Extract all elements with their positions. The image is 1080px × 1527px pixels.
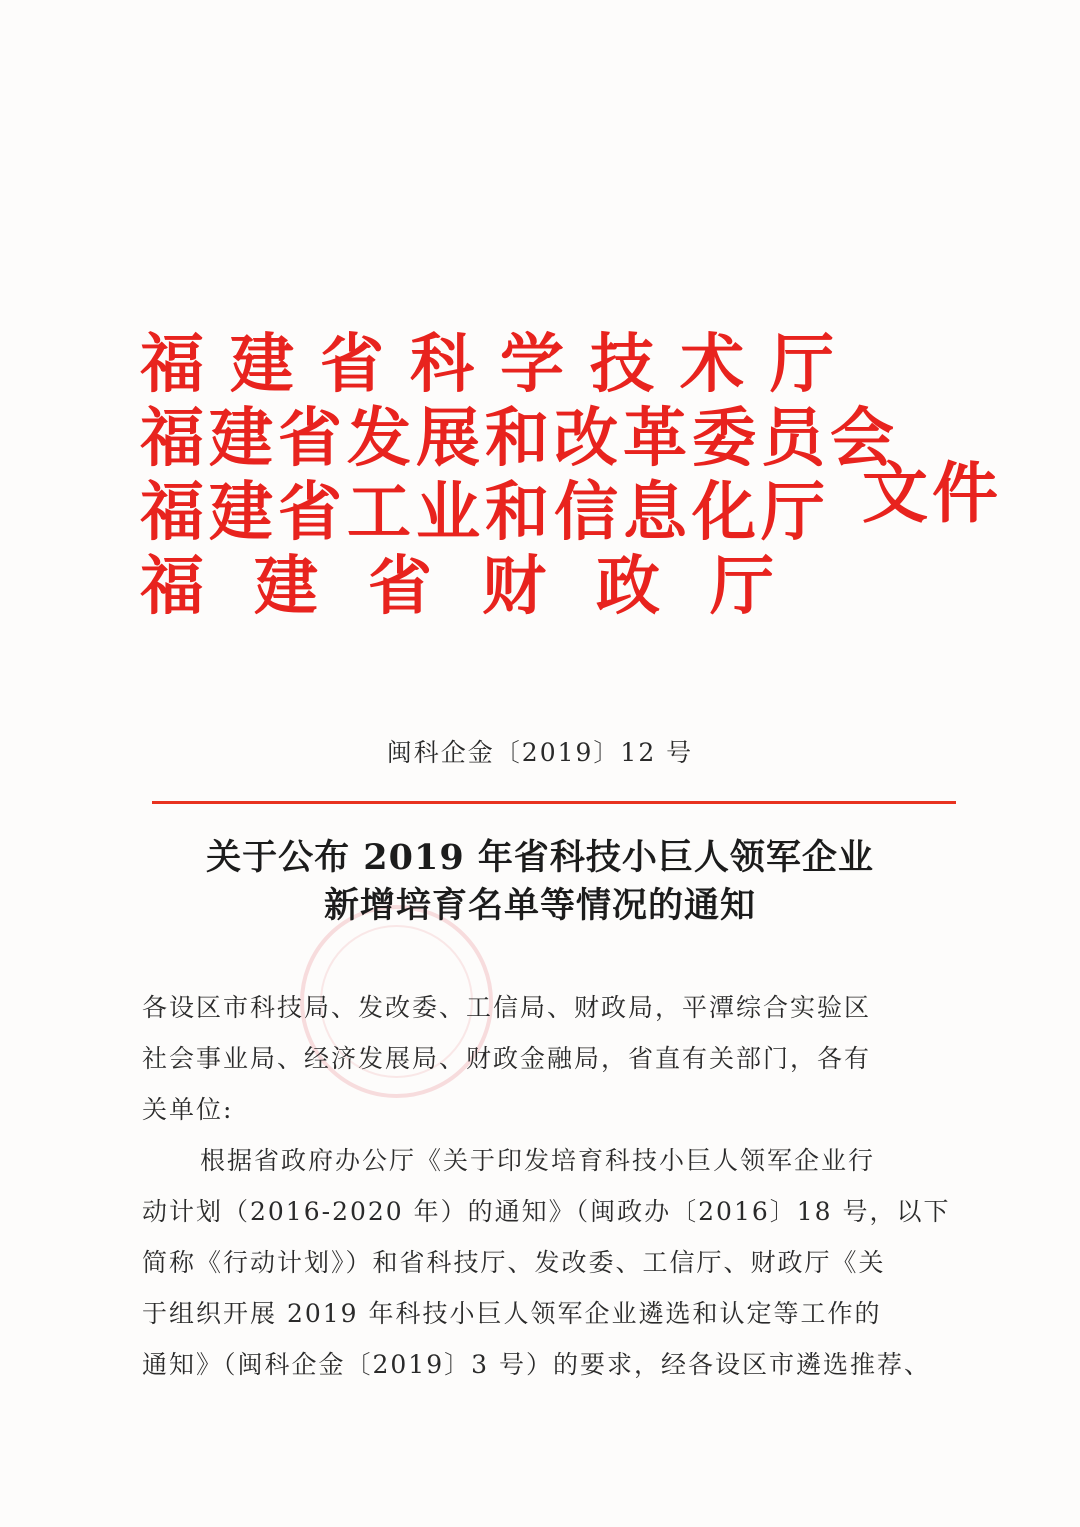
document-title-line-2: 新增培育名单等情况的通知 bbox=[323, 885, 756, 926]
issuer-block bbox=[140, 327, 899, 629]
red-divider bbox=[152, 801, 956, 804]
document-title-line-1: 关于公布 2019 年省科技小巨人领军企业 bbox=[206, 837, 874, 878]
body-line: 于组织开展 2019 年科技小巨人领军企业遴选和认定等工作的 bbox=[142, 1299, 882, 1328]
body-line: 动计划（2016-2020 年）的通知》（闽政办〔2016〕18 号，以下 bbox=[142, 1197, 951, 1226]
body-line: 根据省政府办公厅《关于印发培育科技小巨人领军企业行 bbox=[200, 1146, 876, 1175]
body-line: 简称《行动计划》）和省科技厅、发改委、工信厅、财政厅《关 bbox=[142, 1248, 886, 1277]
issuer-name: 福建省发展和改革委员会 bbox=[140, 401, 899, 476]
addressee-paragraph bbox=[142, 982, 932, 1135]
document-type-label: 文件 bbox=[862, 454, 1002, 532]
body-line: 社会事业局、经济发展局、财政金融局，省直有关部门，各有 bbox=[142, 1044, 872, 1073]
body-line: 关单位: bbox=[142, 1095, 234, 1124]
issuer-name: 福建省工业和信息化厅 bbox=[140, 475, 830, 550]
document-number: 闽科企金〔2019〕12 号 bbox=[386, 738, 694, 767]
issuer-name: 福建省财政厅 bbox=[140, 549, 824, 624]
body-line: 各设区市科技局、发改委、工信局、财政局，平潭综合实验区 bbox=[142, 993, 872, 1022]
body-line: 通知》（闽科企金〔2019〕3 号）的要求，经各设区市遴选推荐、 bbox=[142, 1350, 931, 1379]
issuer-name: 福建省科学技术厅 bbox=[140, 327, 860, 402]
body-paragraph bbox=[142, 1135, 951, 1390]
document-body bbox=[142, 982, 951, 1390]
